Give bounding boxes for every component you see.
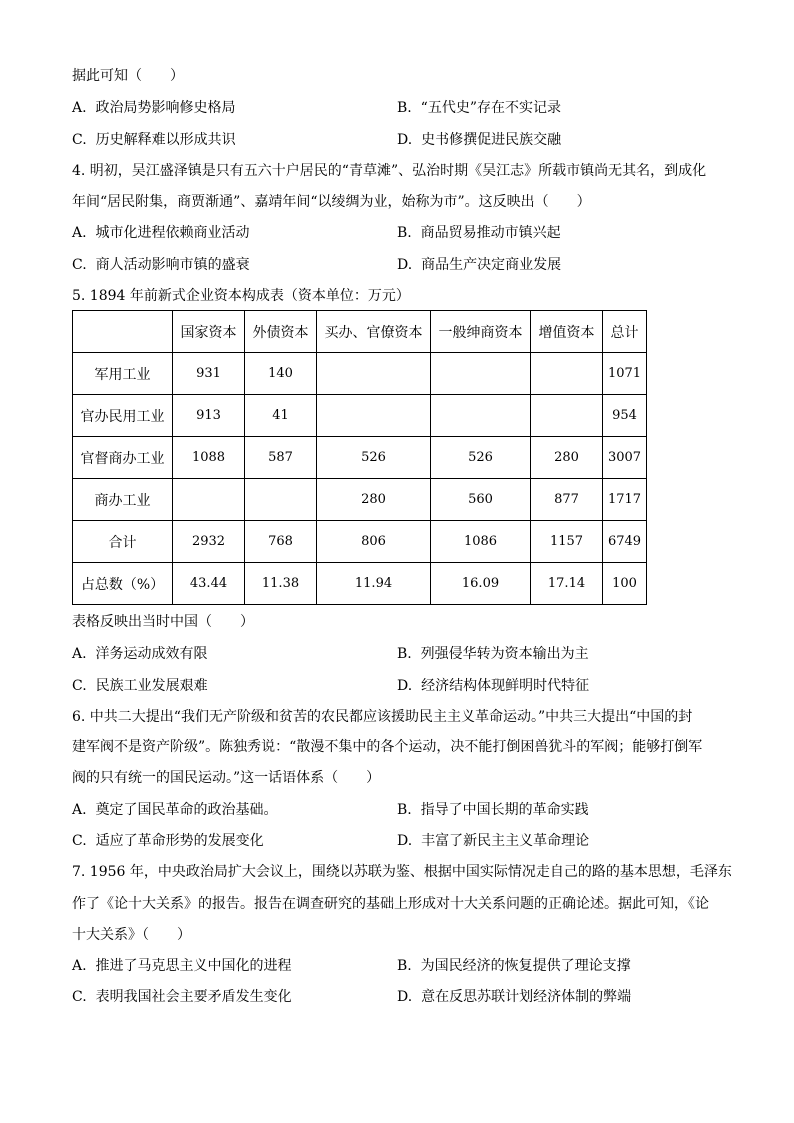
table-cell: 11.38 bbox=[245, 563, 317, 605]
q7-option-d[interactable]: D. 意在反思苏联计划经济体制的弊端 bbox=[397, 989, 632, 1005]
q3-option-d[interactable]: D. 史书修撰促进民族交融 bbox=[397, 132, 562, 148]
table-cell: 1717 bbox=[603, 479, 647, 521]
table-cell: 140 bbox=[245, 353, 317, 395]
q4-option-d[interactable]: D. 商品生产决定商业发展 bbox=[397, 257, 562, 273]
table-cell: 11.94 bbox=[317, 563, 431, 605]
q5-option-c[interactable]: C. 民族工业发展艰难 bbox=[72, 678, 208, 694]
row-label: 官督商办工业 bbox=[73, 437, 173, 479]
q7-stem-line-3: 十大关系》（ ） bbox=[72, 927, 191, 943]
table-cell: 100 bbox=[603, 563, 647, 605]
table-row bbox=[73, 521, 647, 563]
table-cell bbox=[245, 479, 317, 521]
header-cell: 买办、官僚资本 bbox=[317, 311, 431, 353]
table-row bbox=[73, 563, 647, 605]
q5-title: 5. 1894 年前新式企业资本构成表（资本单位：万元） bbox=[72, 288, 410, 304]
header-cell: 外债资本 bbox=[245, 311, 317, 353]
q6-option-c[interactable]: C. 适应了革命形势的发展变化 bbox=[72, 833, 264, 849]
row-label: 官办民用工业 bbox=[73, 395, 173, 437]
table-cell: 877 bbox=[531, 479, 603, 521]
table-header-row bbox=[73, 311, 647, 353]
table-cell: 17.14 bbox=[531, 563, 603, 605]
table-row bbox=[73, 437, 647, 479]
table-cell: 280 bbox=[531, 437, 603, 479]
table-cell: 43.44 bbox=[173, 563, 245, 605]
table-cell: 806 bbox=[317, 521, 431, 563]
table-cell: 1071 bbox=[603, 353, 647, 395]
table-cell: 931 bbox=[173, 353, 245, 395]
q4-stem-line-2: 年间“居民附集，商贾渐通”、嘉靖年间“以绫绸为业，始称为市”。这反映出（ ） bbox=[72, 194, 591, 210]
table-cell: 560 bbox=[431, 479, 531, 521]
table-cell bbox=[317, 395, 431, 437]
row-label: 商办工业 bbox=[73, 479, 173, 521]
header-cell: 国家资本 bbox=[173, 311, 245, 353]
capital-table bbox=[72, 310, 647, 605]
table-cell: 954 bbox=[603, 395, 647, 437]
q7-option-a[interactable]: A. 推进了马克思主义中国化的进程 bbox=[72, 958, 292, 974]
table-cell: 768 bbox=[245, 521, 317, 563]
table-cell bbox=[431, 395, 531, 437]
table-row bbox=[73, 353, 647, 395]
table-cell bbox=[431, 353, 531, 395]
table-cell: 6749 bbox=[603, 521, 647, 563]
q5-option-a[interactable]: A. 洋务运动成效有限 bbox=[72, 646, 208, 662]
q6-stem-line-2: 建军阀不是资产阶级”。陈独秀说：“散漫不集中的各个运动，决不能打倒困兽犹斗的军阀；能够打倒军 bbox=[72, 739, 703, 755]
q6-stem-line-1: 6. 中共二大提出“我们无产阶级和贫苦的农民都应该援助民主主义革命运动。”中共三大提出“中国的封 bbox=[72, 709, 693, 725]
table-cell: 41 bbox=[245, 395, 317, 437]
q7-stem-line-1: 7. 1956 年，中央政治局扩大会议上，围绕以苏联为鉴、根据中国实际情况走自己的路的基本思想，毛泽东 bbox=[72, 864, 732, 880]
table-cell: 2932 bbox=[173, 521, 245, 563]
table-cell: 3007 bbox=[603, 437, 647, 479]
table-cell: 16.09 bbox=[431, 563, 531, 605]
table-cell: 1088 bbox=[173, 437, 245, 479]
q6-option-d[interactable]: D. 丰富了新民主主义革命理论 bbox=[397, 833, 590, 849]
table-row bbox=[73, 479, 647, 521]
q5-option-d[interactable]: D. 经济结构体现鲜明时代特征 bbox=[397, 678, 590, 694]
table-cell: 526 bbox=[317, 437, 431, 479]
row-label: 合计 bbox=[73, 521, 173, 563]
table-cell: 280 bbox=[317, 479, 431, 521]
q3-lead-in: 据此可知（ ） bbox=[72, 68, 184, 84]
header-cell: 总计 bbox=[603, 311, 647, 353]
header-cell bbox=[73, 311, 173, 353]
q7-option-c[interactable]: C. 表明我国社会主要矛盾发生变化 bbox=[72, 989, 292, 1005]
q3-option-c[interactable]: C. 历史解释难以形成共识 bbox=[72, 132, 236, 148]
q4-stem-line-1: 4. 明初，吴江盛泽镇是只有五六十户居民的“青草滩”、弘治时期《吴江志》所载市镇尚无其名，到成化 bbox=[72, 163, 707, 179]
q7-stem-line-2: 作了《论十大关系》的报告。报告在调查研究的基础上形成对十大关系问题的正确论述。据此可知，《论 bbox=[72, 896, 709, 912]
table-cell bbox=[531, 353, 603, 395]
header-cell: 增值资本 bbox=[531, 311, 603, 353]
q6-stem-line-3: 阀的只有统一的国民运动。”这一话语体系（ ） bbox=[72, 770, 381, 786]
table-cell: 587 bbox=[245, 437, 317, 479]
q5-option-b[interactable]: B. 列强侵华转为资本输出为主 bbox=[397, 646, 589, 662]
table-cell: 913 bbox=[173, 395, 245, 437]
row-label: 占总数（%） bbox=[73, 563, 173, 605]
q3-option-a[interactable]: A. 政治局势影响修史格局 bbox=[72, 100, 236, 116]
q4-option-b[interactable]: B. 商品贸易推动市镇兴起 bbox=[397, 225, 561, 241]
header-cell: 一般绅商资本 bbox=[431, 311, 531, 353]
row-label: 军用工业 bbox=[73, 353, 173, 395]
q3-option-b[interactable]: B. “五代史”存在不实记录 bbox=[397, 100, 561, 116]
q6-option-a[interactable]: A. 奠定了国民革命的政治基础。 bbox=[72, 802, 278, 818]
q6-option-b[interactable]: B. 指导了中国长期的革命实践 bbox=[397, 802, 589, 818]
table-cell bbox=[317, 353, 431, 395]
table-row bbox=[73, 395, 647, 437]
table-cell: 526 bbox=[431, 437, 531, 479]
table-cell: 1086 bbox=[431, 521, 531, 563]
table-cell: 1157 bbox=[531, 521, 603, 563]
table-cell bbox=[531, 395, 603, 437]
q4-option-c[interactable]: C. 商人活动影响市镇的盛衰 bbox=[72, 257, 250, 273]
table-cell bbox=[173, 479, 245, 521]
q7-option-b[interactable]: B. 为国民经济的恢复提供了理论支撑 bbox=[397, 958, 631, 974]
q5-stem: 表格反映出当时中国（ ） bbox=[72, 614, 254, 630]
q4-option-a[interactable]: A. 城市化进程依赖商业活动 bbox=[72, 225, 250, 241]
